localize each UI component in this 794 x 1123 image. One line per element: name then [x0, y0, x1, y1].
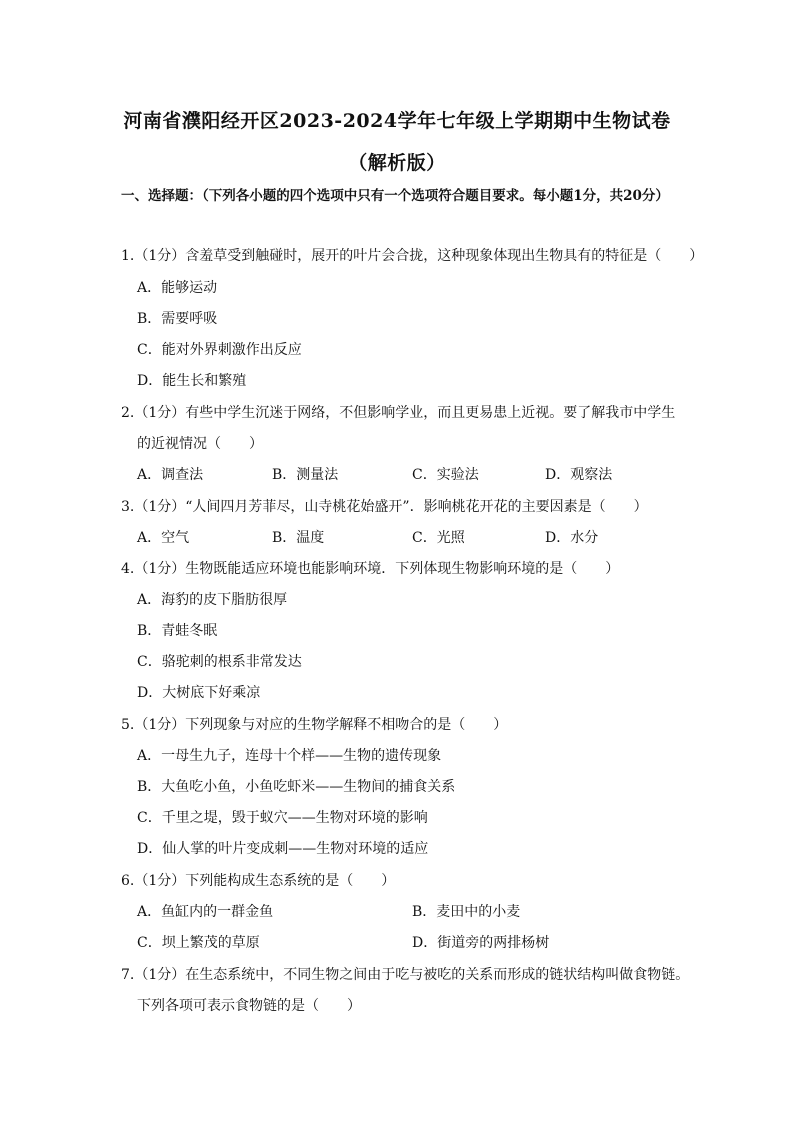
question-1-option-d: D．能生长和繁殖 [137, 373, 247, 389]
question-1-option-c: C．能对外界刺激作出反应 [137, 342, 302, 358]
question-4-option-d: D．大树底下好乘凉 [137, 685, 261, 701]
document-subtitle: （解析版） [348, 152, 446, 174]
question-3-option-c: C．光照 [412, 530, 465, 546]
question-3-stem: 3.（1分）“人间四月芳菲尽，山寺桃花始盛开”．影响桃花开花的主要因素是（ ） [121, 499, 648, 515]
question-2-stem: 2.（1分）有些中学生沉迷于网络，不但影响学业，而且更易患上近视。要了解我市中学生 [121, 405, 676, 421]
question-6-option-d: D．街道旁的两排杨树 [412, 935, 550, 951]
question-2-option-d: D．观察法 [545, 467, 613, 483]
document-title: 河南省濮阳经开区2023-2024学年七年级上学期期中生物试卷 [123, 110, 671, 132]
question-4-option-a: A．海豹的皮下脂肪很厚 [137, 592, 288, 608]
question-5-option-b: B．大鱼吃小鱼，小鱼吃虾米——生物间的捕食关系 [137, 779, 456, 795]
question-2-option-c: C．实验法 [412, 467, 479, 483]
question-6-stem: 6.（1分）下列能构成生态系统的是（ ） [121, 873, 396, 889]
question-7-stem-cont: 下列各项可表示食物链的是（ ） [137, 998, 361, 1014]
question-6-option-b: B．麦田中的小麦 [412, 904, 521, 920]
question-2-option-b: B．测量法 [272, 467, 339, 483]
question-5-stem: 5.（1分）下列现象与对应的生物学解释不相吻合的是（ ） [121, 717, 508, 733]
question-4-option-b: B．青蛙冬眠 [137, 623, 218, 639]
question-1-option-a: A．能够运动 [137, 280, 218, 296]
question-1-option-b: B．需要呼吸 [137, 311, 218, 327]
question-2-stem-cont: 的近视情况（ ） [137, 436, 263, 452]
question-6-option-a: A．鱼缸内的一群金鱼 [137, 904, 274, 920]
question-1-stem: 1.（1分）含羞草受到触碰时，展开的叶片会合拢，这种现象体现出生物具有的特征是（ ） [121, 248, 704, 264]
question-3-option-b: B．温度 [272, 530, 325, 546]
question-3-option-d: D．水分 [545, 530, 599, 546]
question-7-stem: 7.（1分）在生态系统中，不同生物之间由于吃与被吃的关系而形成的链状结构叫做食物链。 [121, 967, 690, 983]
question-6-option-c: C．坝上繁茂的草原 [137, 935, 260, 951]
question-5-option-a: A．一母生九子，连母十个样——生物的遗传现象 [137, 748, 442, 764]
question-4-stem: 4.（1分）生物既能适应环境也能影响环境．下列体现生物影响环境的是（ ） [121, 561, 620, 577]
question-5-option-c: C．千里之堤，毁于蚁穴——生物对环境的影响 [137, 810, 428, 826]
question-5-option-d: D．仙人掌的叶片变成刺——生物对环境的适应 [137, 841, 429, 857]
question-2-option-a: A．调查法 [137, 467, 204, 483]
question-4-option-c: C．骆驼刺的根系非常发达 [137, 654, 302, 670]
question-3-option-a: A．空气 [137, 530, 190, 546]
section-heading: 一、选择题：（下列各小题的四个选项中只有一个选项符合题目要求。每小题1分，共20分） [121, 188, 669, 204]
